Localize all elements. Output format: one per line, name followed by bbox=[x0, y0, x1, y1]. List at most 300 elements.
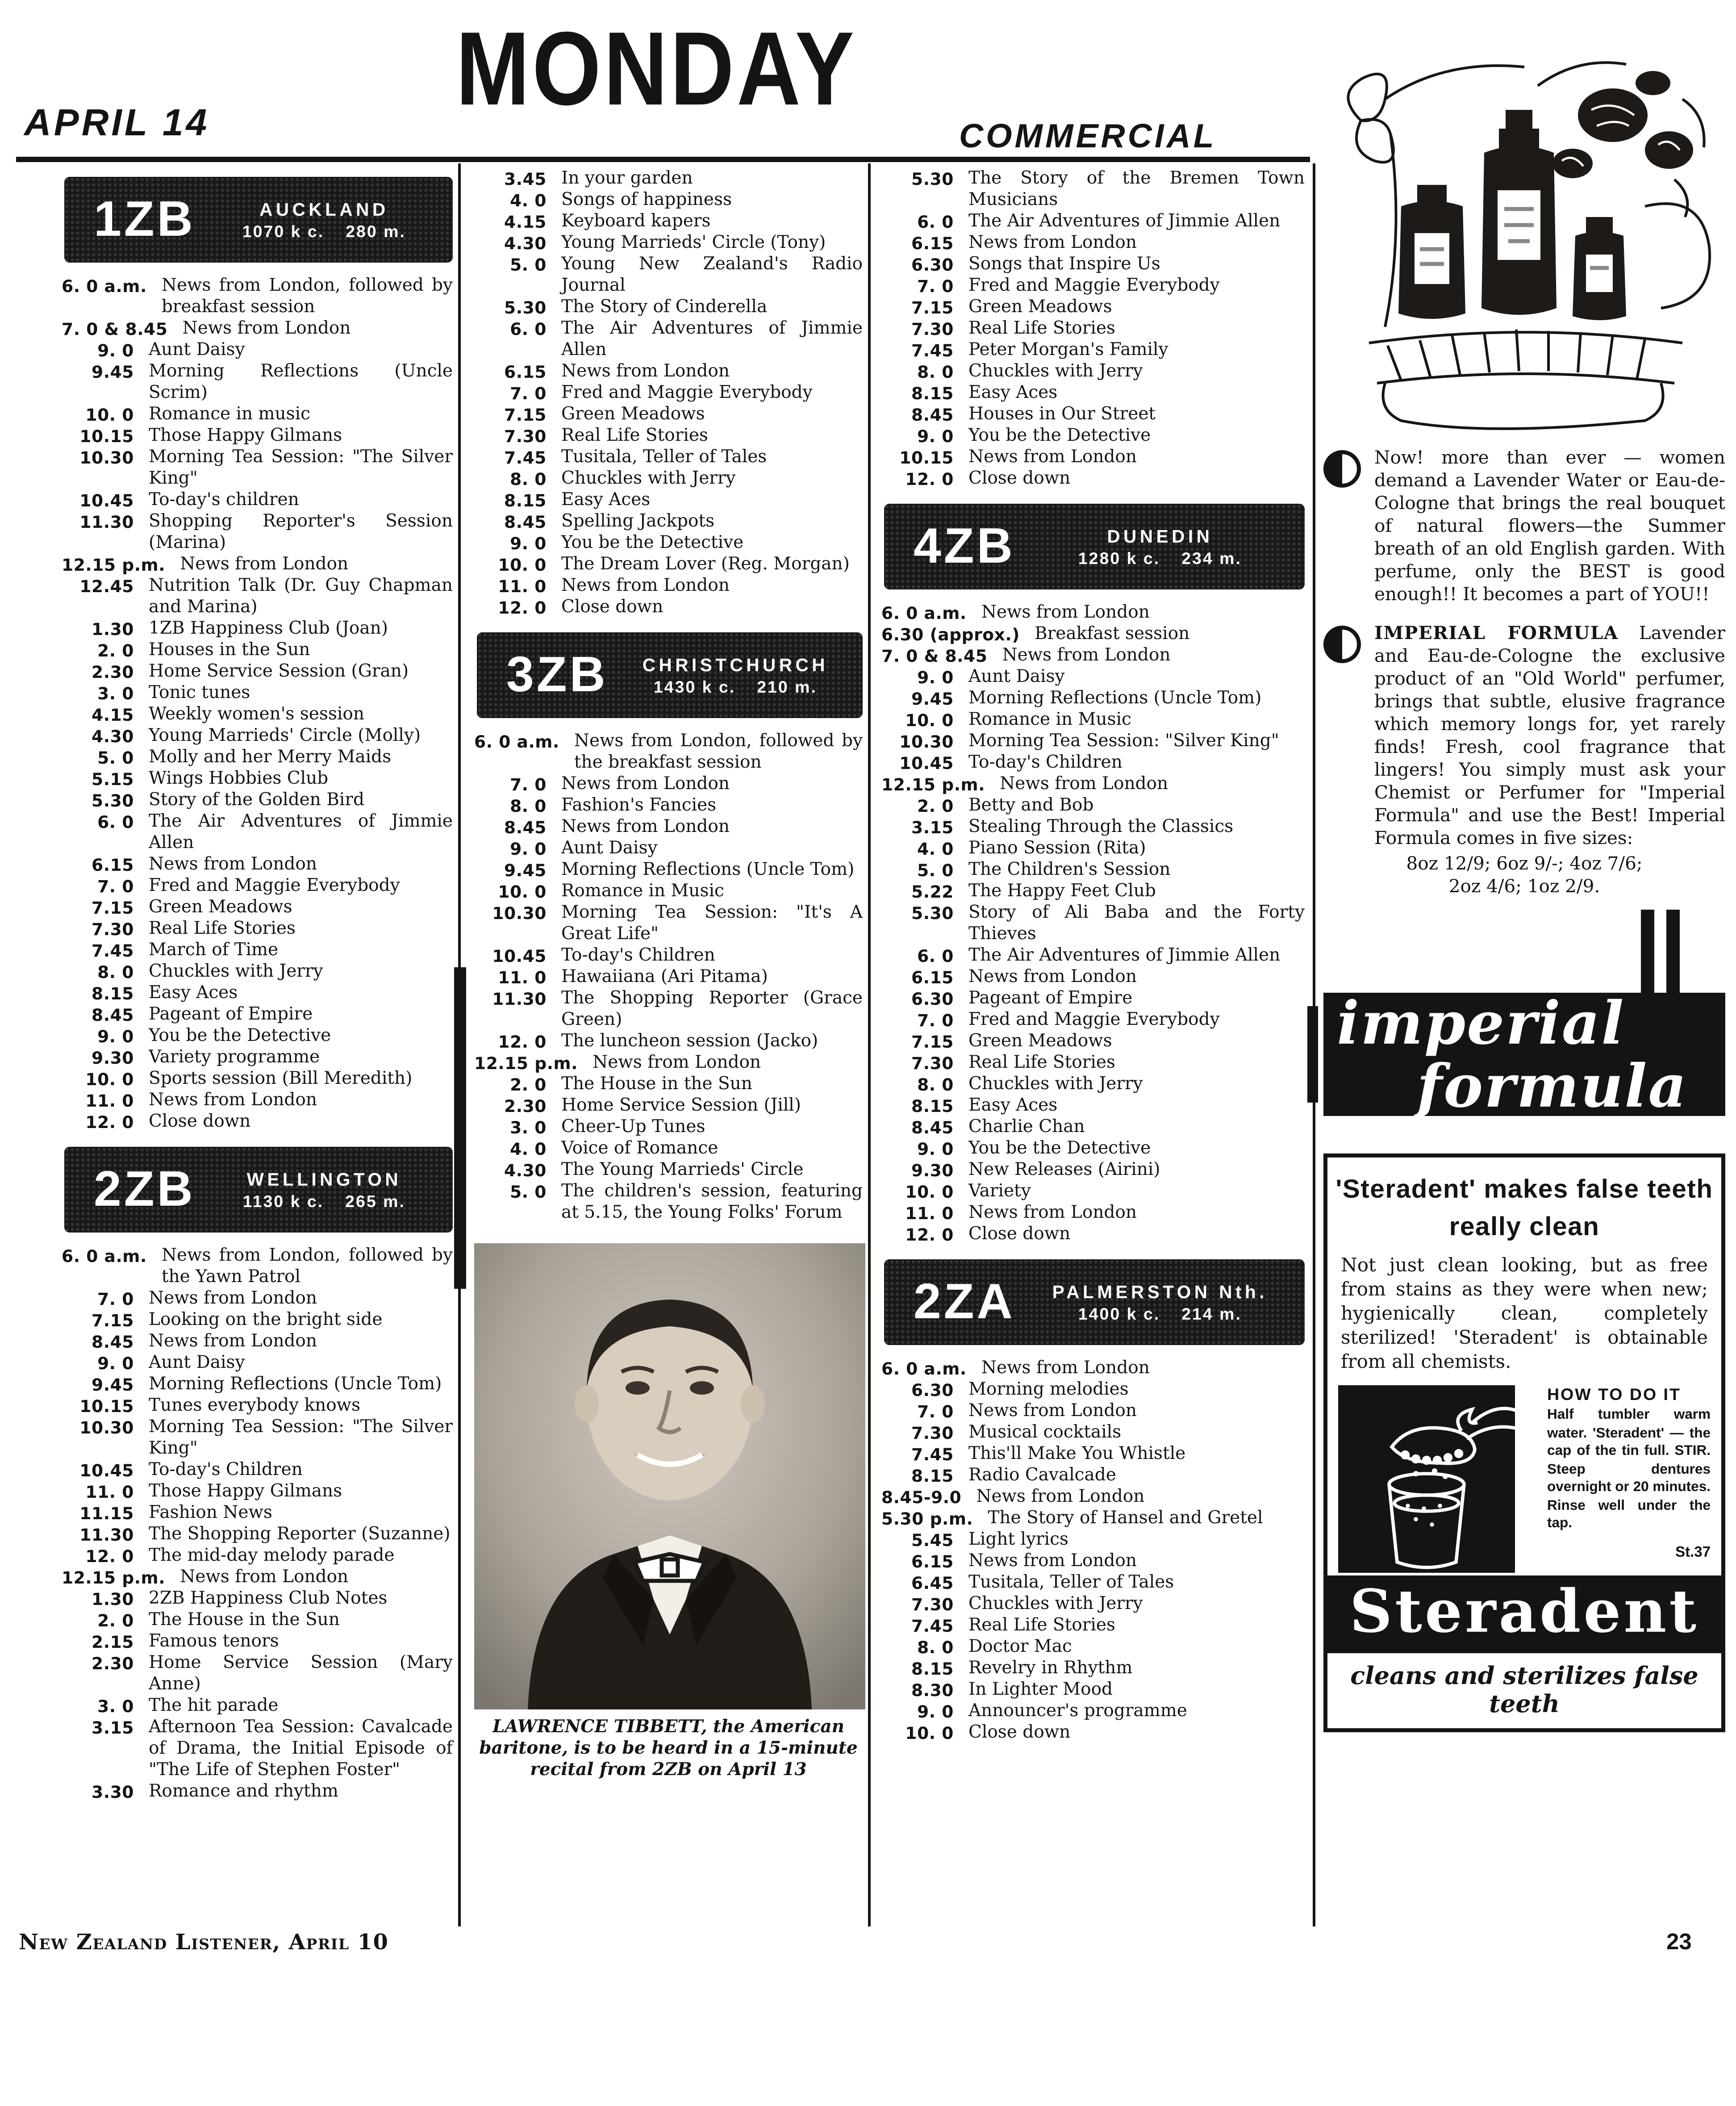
programme-time: 10.30 bbox=[899, 731, 954, 752]
programme-row bbox=[881, 860, 1305, 882]
page-number: 23 bbox=[1666, 1929, 1692, 1955]
programme-time: 8.15 bbox=[911, 383, 954, 403]
programme-title: Radio Cavalcade bbox=[968, 1466, 1116, 1486]
programme-row bbox=[62, 812, 453, 855]
programme-row bbox=[62, 319, 453, 340]
programme-time: 9. 0 bbox=[917, 1701, 954, 1722]
programme-row bbox=[474, 1074, 863, 1096]
programme-time: 8.15 bbox=[911, 1096, 954, 1116]
station-kilocycles: 1070 k c. bbox=[242, 221, 325, 241]
column-3 bbox=[881, 169, 1305, 1758]
programme-row bbox=[474, 576, 863, 598]
programme-row bbox=[62, 576, 453, 619]
programme-time: 8.45 bbox=[92, 1332, 134, 1352]
programme-row bbox=[62, 1632, 453, 1653]
programme-title: Morning Reflections (Uncle Tom) bbox=[149, 1375, 442, 1395]
programme-row bbox=[881, 1139, 1305, 1160]
footer-publication: New Zealand Listener, April 10 bbox=[19, 1929, 389, 1955]
programme-title: Green Meadows bbox=[149, 898, 292, 918]
programme-row bbox=[62, 1717, 453, 1782]
programme-time: 10.15 bbox=[79, 1396, 134, 1416]
programme-title: Morning Tea Session: "The Silver King" bbox=[149, 1417, 453, 1459]
programme-title: News from London bbox=[968, 233, 1137, 253]
programme-row bbox=[881, 1032, 1305, 1053]
station-meta bbox=[1015, 1282, 1305, 1323]
imperial-ad-sizes bbox=[1323, 853, 1725, 899]
howto-body: Half tumbler warm water. 'Steradent' — the cap of the tin full. STIR. Steep dentures overnight or 20 minutes. Rinse well under the tap. bbox=[1547, 1407, 1711, 1531]
programme-time: 2.15 bbox=[92, 1632, 134, 1652]
programme-title: Hawaiiana (Ari Pitama) bbox=[561, 967, 768, 987]
programme-row bbox=[881, 1182, 1305, 1203]
programme-title: You be the Detective bbox=[561, 533, 744, 553]
programme-row bbox=[62, 683, 453, 705]
programme-row bbox=[62, 512, 453, 555]
programme-title: Close down bbox=[968, 1723, 1071, 1743]
programme-row bbox=[62, 1696, 453, 1717]
programme-title: Romance and rhythm bbox=[149, 1782, 338, 1802]
programme-time: 5.15 bbox=[92, 769, 134, 789]
programme-time: 8.45 bbox=[504, 512, 547, 532]
programme-row bbox=[474, 190, 863, 212]
programme-title: Those Happy Gilmans bbox=[149, 426, 342, 446]
programme-time: 7.45 bbox=[92, 940, 134, 961]
half-moon-bullet-icon bbox=[1323, 450, 1361, 488]
programme-title: News from London bbox=[968, 447, 1137, 468]
programme-time: 8. 0 bbox=[917, 1074, 954, 1095]
programme-row bbox=[881, 426, 1305, 447]
steradent-logo: Steradent bbox=[1327, 1575, 1721, 1651]
programme-time: 4.15 bbox=[504, 212, 547, 232]
programme-title: News from London bbox=[976, 1487, 1145, 1507]
programme-row bbox=[881, 319, 1305, 340]
programme-title: You be the Detective bbox=[968, 1139, 1151, 1159]
programme-title: Real Life Stories bbox=[149, 919, 296, 939]
programme-row bbox=[881, 1530, 1305, 1551]
programme-row bbox=[881, 967, 1305, 989]
programme-time: 6.15 bbox=[911, 967, 954, 987]
programme-title: News from London bbox=[149, 855, 317, 875]
programme-time: 6. 0 a.m. bbox=[881, 1358, 967, 1379]
programme-row bbox=[62, 705, 453, 726]
programme-row bbox=[474, 533, 863, 555]
imperial-ad-lead: IMPERIAL FORMULA bbox=[1374, 623, 1619, 644]
programme-title: Fred and Maggie Everybody bbox=[968, 276, 1220, 296]
programme-row bbox=[881, 731, 1305, 753]
programme-title: The children's session, featuring at 5.15, the Young Folks' Forum bbox=[561, 1182, 863, 1223]
programme-time: 6.15 bbox=[911, 233, 954, 253]
programme-row bbox=[62, 1460, 453, 1482]
programme-time: 9.45 bbox=[92, 1375, 134, 1395]
programme-time: 8. 0 bbox=[917, 362, 954, 382]
station-city: DUNEDIN bbox=[1107, 526, 1213, 546]
programme-time: 3.30 bbox=[92, 1782, 134, 1802]
programme-time: 8.30 bbox=[911, 1680, 954, 1700]
programme-time: 2. 0 bbox=[97, 640, 134, 660]
programme-title: To-day's Children bbox=[149, 1460, 303, 1480]
programme-row bbox=[881, 383, 1305, 405]
programme-time: 6.30 bbox=[911, 255, 954, 275]
station-kilocycles: 1280 k c. bbox=[1078, 548, 1160, 568]
programme-time: 12.15 p.m. bbox=[62, 555, 166, 575]
station-metres: 280 m. bbox=[346, 221, 406, 241]
programme-time: 4. 0 bbox=[917, 839, 954, 859]
programme-row bbox=[881, 1203, 1305, 1224]
programme-time: 2. 0 bbox=[97, 1610, 134, 1630]
programme-title: Songs of happiness bbox=[561, 190, 732, 210]
programme-time: 10.30 bbox=[79, 1417, 134, 1437]
programme-title: Easy Aces bbox=[968, 1096, 1058, 1116]
programme-time: 8.15 bbox=[504, 490, 547, 510]
programme-row bbox=[881, 689, 1305, 710]
programme-row bbox=[474, 839, 863, 860]
programme-title: Young Marrieds' Circle (Molly) bbox=[149, 726, 421, 746]
programme-time: 10. 0 bbox=[905, 1182, 954, 1202]
programme-row bbox=[62, 1005, 453, 1026]
programme-time: 9.45 bbox=[92, 362, 134, 382]
programme-time: 1.30 bbox=[92, 1589, 134, 1609]
programme-title: News from London, followed by the Yawn Patrol bbox=[161, 1246, 453, 1287]
programme-row bbox=[62, 1026, 453, 1048]
column-2 bbox=[474, 169, 863, 1782]
station-code: 1ZB bbox=[94, 192, 196, 247]
station-frequency bbox=[242, 222, 406, 241]
programme-row bbox=[474, 169, 863, 190]
programme-title: The Story of the Bremen Town Musicians bbox=[968, 169, 1305, 210]
programme-time: 9. 0 bbox=[97, 1353, 134, 1373]
programme-time: 6.15 bbox=[504, 362, 547, 382]
programme-row bbox=[881, 603, 1305, 624]
programme-time: 7. 0 bbox=[917, 1010, 954, 1030]
programme-time: 3. 0 bbox=[97, 683, 134, 703]
programme-time: 12.15 p.m. bbox=[881, 774, 985, 794]
programme-time: 4.15 bbox=[92, 705, 134, 725]
programme-title: Stealing Through the Classics bbox=[968, 817, 1234, 837]
programme-row bbox=[474, 989, 863, 1032]
programme-row bbox=[62, 426, 453, 447]
programme-time: 4. 0 bbox=[510, 1139, 547, 1159]
programme-title: Tunes everybody knows bbox=[149, 1396, 361, 1416]
programme-row bbox=[62, 855, 453, 876]
programme-row bbox=[62, 1310, 453, 1332]
programme-row bbox=[62, 1589, 453, 1610]
programme-time: 7.45 bbox=[911, 1616, 954, 1636]
station-city: CHRISTCHURCH bbox=[642, 654, 828, 675]
programme-title: Morning Tea Session: "The Silver King" bbox=[149, 447, 453, 489]
programme-time: 8.45-9.0 bbox=[881, 1487, 962, 1507]
programme-time: 3. 0 bbox=[97, 1696, 134, 1716]
programme-title: The House in the Sun bbox=[561, 1074, 752, 1095]
programme-time: 5.45 bbox=[911, 1530, 954, 1550]
programme-row bbox=[62, 1782, 453, 1803]
programme-title: Morning Tea Session: "Silver King" bbox=[968, 731, 1279, 752]
programme-time: 10. 0 bbox=[85, 1069, 134, 1089]
programme-row bbox=[62, 490, 453, 512]
programme-title: Variety bbox=[968, 1182, 1031, 1202]
programme-title: Tonic tunes bbox=[149, 683, 250, 703]
programme-title: Variety programme bbox=[149, 1048, 320, 1068]
logo-word-formula: formula bbox=[1417, 1053, 1688, 1121]
programme-time: 6. 0 bbox=[917, 212, 954, 232]
programme-list-2zb-part2 bbox=[474, 169, 863, 619]
programme-row bbox=[62, 1091, 453, 1112]
programme-title: To-day's Children bbox=[968, 753, 1123, 773]
programme-time: 3.45 bbox=[504, 169, 547, 189]
programme-row bbox=[62, 619, 453, 640]
programme-title: Songs that Inspire Us bbox=[968, 255, 1160, 275]
programme-row bbox=[474, 383, 863, 405]
programme-row bbox=[881, 1444, 1305, 1466]
programme-row bbox=[881, 753, 1305, 774]
programme-time: 2. 0 bbox=[510, 1074, 547, 1095]
programme-time: 4. 0 bbox=[510, 190, 547, 210]
programme-list-2zb-part1 bbox=[62, 1246, 453, 1803]
programme-row bbox=[881, 1117, 1305, 1139]
programme-title: To-day's Children bbox=[561, 946, 715, 966]
programme-row bbox=[881, 1224, 1305, 1246]
programme-row bbox=[474, 796, 863, 817]
station-kilocycles: 1400 k c. bbox=[1078, 1304, 1160, 1323]
programme-time: 10. 0 bbox=[498, 555, 547, 575]
imperial-formula-logo-block bbox=[1323, 944, 1725, 1121]
programme-time: 7.45 bbox=[911, 340, 954, 360]
programme-title: To-day's children bbox=[149, 490, 299, 510]
programme-row bbox=[474, 1160, 863, 1182]
programme-title: Pageant of Empire bbox=[968, 989, 1133, 1009]
programme-row bbox=[62, 1417, 453, 1460]
programme-title: Romance in music bbox=[149, 405, 310, 425]
programme-title: News from London bbox=[561, 576, 730, 596]
programme-time: 2.30 bbox=[504, 1096, 547, 1116]
programme-row bbox=[474, 774, 863, 796]
programme-title: Peter Morgan's Family bbox=[968, 340, 1168, 360]
programme-title: Aunt Daisy bbox=[149, 1353, 245, 1373]
imperial-ad-text-1: Now! more than ever — women demand a Lavender Water or Eau-de-Cologne that brings the real bouquet of natural flowers—the Summer breath of an old English garden. With perfume, only the BEST is good enough!! It becomes a part of YOU!! bbox=[1374, 447, 1725, 606]
station-frequency bbox=[243, 1192, 405, 1211]
programme-title: Musical cocktails bbox=[968, 1423, 1122, 1443]
programme-time: 11.30 bbox=[79, 512, 134, 532]
programme-row bbox=[474, 212, 863, 233]
photo-block bbox=[474, 1243, 863, 1782]
programme-title: Announcer's programme bbox=[968, 1701, 1187, 1722]
programme-row bbox=[881, 1380, 1305, 1401]
programme-title: Afternoon Tea Session: Cavalcade of Drama, the Initial Episode of "The Life of Stephen Foster" bbox=[149, 1717, 453, 1780]
programme-title: Real Life Stories bbox=[968, 1616, 1115, 1636]
programme-time: 6.15 bbox=[92, 855, 134, 875]
programme-title: News from London bbox=[561, 817, 730, 837]
programme-row bbox=[62, 1525, 453, 1546]
steradent-headline: 'Steradent' makes false teeth really clean bbox=[1335, 1175, 1713, 1242]
programme-row bbox=[881, 796, 1305, 817]
programme-title: Easy Aces bbox=[968, 383, 1058, 403]
programme-row bbox=[62, 1546, 453, 1567]
programme-title: The luncheon session (Jacko) bbox=[561, 1032, 818, 1052]
programme-time: 9. 0 bbox=[97, 340, 134, 360]
programme-time: 4.30 bbox=[504, 1160, 547, 1180]
programme-title: The Young Marrieds' Circle bbox=[561, 1160, 804, 1180]
programme-time: 7.15 bbox=[92, 898, 134, 918]
programme-title: Romance in Music bbox=[561, 882, 724, 902]
programme-title: Fred and Maggie Everybody bbox=[968, 1010, 1220, 1030]
programme-time: 2.30 bbox=[92, 662, 134, 682]
programme-row bbox=[881, 1466, 1305, 1487]
programme-time: 11. 0 bbox=[498, 967, 547, 987]
programme-title: Morning Reflections (Uncle Scrim) bbox=[149, 362, 453, 403]
programme-time: 10.45 bbox=[492, 946, 547, 966]
programme-time: 12. 0 bbox=[905, 1224, 954, 1245]
programme-title: News from London bbox=[981, 603, 1150, 623]
station-banner-4zb bbox=[884, 504, 1305, 589]
programme-title: The House in the Sun bbox=[149, 1610, 340, 1630]
programme-time: 6. 0 a.m. bbox=[62, 276, 147, 296]
programme-title: Aunt Daisy bbox=[561, 839, 658, 859]
station-city: PALMERSTON Nth. bbox=[1052, 1281, 1268, 1302]
programme-row bbox=[62, 1653, 453, 1696]
programme-time: 5. 0 bbox=[917, 860, 954, 880]
programme-title: Chuckles with Jerry bbox=[968, 362, 1143, 382]
programme-time: 7. 0 bbox=[97, 876, 134, 896]
programme-row bbox=[474, 490, 863, 512]
programme-row bbox=[881, 469, 1305, 490]
advert-column bbox=[1323, 46, 1725, 1732]
programme-time: 5.30 bbox=[92, 790, 134, 811]
programme-row bbox=[881, 1637, 1305, 1659]
programme-time: 9.45 bbox=[911, 689, 954, 709]
logo-bars-decoration bbox=[1641, 910, 1680, 993]
programme-row bbox=[474, 255, 863, 297]
programme-row bbox=[881, 646, 1305, 667]
programme-title: Chuckles with Jerry bbox=[149, 962, 323, 982]
programme-time: 8. 0 bbox=[917, 1637, 954, 1657]
programme-time: 7.15 bbox=[504, 405, 547, 425]
programme-time: 9. 0 bbox=[97, 1026, 134, 1046]
steradent-body: Not just clean looking, but as free from stains as they were when new; hygienically clean, completely sterilized! 'Steradent' is obtainable from all chemists. bbox=[1341, 1255, 1708, 1373]
programme-title: Spelling Jackpots bbox=[561, 512, 715, 532]
programme-title: Aunt Daisy bbox=[149, 340, 245, 360]
programme-time: 10. 0 bbox=[498, 882, 547, 902]
programme-title: Cheer-Up Tunes bbox=[561, 1117, 705, 1137]
imperial-ad-paragraph-2 bbox=[1323, 623, 1725, 851]
programme-time: 10.45 bbox=[899, 753, 954, 773]
programme-row bbox=[474, 1182, 863, 1224]
programme-title: March of Time bbox=[149, 940, 279, 961]
programme-row bbox=[62, 790, 453, 812]
programme-time: 8. 0 bbox=[510, 469, 547, 489]
station-banner-2zb bbox=[64, 1147, 453, 1233]
programme-row bbox=[474, 233, 863, 255]
programme-time: 12. 0 bbox=[85, 1112, 134, 1132]
programme-time: 10.30 bbox=[492, 903, 547, 923]
programme-row bbox=[881, 1487, 1305, 1508]
programme-title: Young Marrieds' Circle (Tony) bbox=[561, 233, 826, 253]
programme-time: 7.15 bbox=[911, 297, 954, 318]
programme-time: 10. 0 bbox=[905, 710, 954, 730]
programme-time: 2. 0 bbox=[917, 796, 954, 816]
programme-title: Those Happy Gilmans bbox=[149, 1482, 342, 1502]
programme-row bbox=[881, 1573, 1305, 1594]
programme-time: 5. 0 bbox=[510, 1182, 547, 1202]
programme-row bbox=[881, 1074, 1305, 1096]
programme-time: 8. 0 bbox=[510, 796, 547, 816]
programme-row bbox=[881, 1680, 1305, 1701]
column-separator-2 bbox=[868, 163, 871, 1926]
programme-time: 4.30 bbox=[504, 233, 547, 253]
programme-title: The mid-day melody parade bbox=[149, 1546, 395, 1566]
programme-title: You be the Detective bbox=[968, 426, 1151, 446]
programme-title: News from London bbox=[149, 1091, 317, 1111]
programme-time: 11.15 bbox=[79, 1503, 134, 1523]
programme-row bbox=[62, 940, 453, 962]
programme-title: Aunt Daisy bbox=[968, 667, 1065, 687]
programme-time: 2.30 bbox=[92, 1653, 134, 1673]
programme-row bbox=[62, 447, 453, 490]
perfume-bottles-illustration bbox=[1323, 46, 1725, 431]
programme-row bbox=[474, 598, 863, 619]
programme-row bbox=[881, 989, 1305, 1010]
programme-title: 2ZB Happiness Club Notes bbox=[149, 1589, 388, 1609]
programme-title: Close down bbox=[968, 469, 1071, 489]
howto-ref: St.37 bbox=[1675, 1544, 1711, 1560]
programme-time: 5.30 bbox=[504, 297, 547, 318]
programme-row bbox=[62, 1112, 453, 1133]
programme-row bbox=[62, 876, 453, 898]
programme-time: 10.45 bbox=[79, 1460, 134, 1480]
station-frequency bbox=[1078, 549, 1242, 568]
steradent-middle bbox=[1338, 1385, 1711, 1589]
station-meta bbox=[196, 1169, 453, 1211]
programme-time: 7. 0 & 8.45 bbox=[62, 319, 168, 339]
programme-time: 8.15 bbox=[911, 1466, 954, 1486]
programme-time: 11. 0 bbox=[905, 1203, 954, 1223]
programme-title: Keyboard kapers bbox=[561, 212, 711, 232]
steradent-howto bbox=[1547, 1385, 1711, 1589]
programme-time: 11.30 bbox=[79, 1525, 134, 1545]
station-code: 2ZA bbox=[914, 1274, 1015, 1329]
programme-row bbox=[474, 447, 863, 469]
programme-time: 10.30 bbox=[79, 447, 134, 468]
programme-title: Breakfast session bbox=[1034, 624, 1190, 644]
programme-row bbox=[474, 426, 863, 447]
programme-time: 1.30 bbox=[92, 619, 134, 639]
programme-time: 12.45 bbox=[79, 576, 134, 596]
programme-time: 7.30 bbox=[911, 1423, 954, 1443]
programme-title: Home Service Session (Jill) bbox=[561, 1096, 801, 1116]
programme-list-2za bbox=[881, 1358, 1305, 1744]
programme-time: 5.30 p.m. bbox=[881, 1508, 973, 1529]
programme-title: News from London, followed by the breakfast session bbox=[574, 731, 863, 773]
programme-row bbox=[62, 1289, 453, 1310]
programme-time: 6.30 bbox=[911, 989, 954, 1009]
programme-list-1zb bbox=[62, 276, 453, 1133]
programme-time: 5.30 bbox=[911, 169, 954, 189]
programme-row bbox=[62, 276, 453, 319]
programme-title: Voice of Romance bbox=[561, 1139, 718, 1159]
programme-title: Easy Aces bbox=[149, 983, 238, 1003]
programme-title: Fred and Maggie Everybody bbox=[561, 383, 813, 403]
programme-title: News from London bbox=[180, 1567, 349, 1588]
programme-time: 8.45 bbox=[911, 405, 954, 425]
programme-row bbox=[474, 405, 863, 426]
programme-row bbox=[881, 1594, 1305, 1616]
programme-time: 5. 0 bbox=[97, 748, 134, 768]
programme-title: Green Meadows bbox=[561, 405, 705, 425]
programme-title: Close down bbox=[561, 598, 664, 618]
programme-time: 7. 0 bbox=[917, 276, 954, 296]
programme-time: 5.30 bbox=[911, 903, 954, 923]
programme-time: 8.15 bbox=[92, 983, 134, 1003]
programme-title: News from London bbox=[968, 1203, 1137, 1223]
programme-title: New Releases (Airini) bbox=[968, 1160, 1160, 1180]
programme-title: News from London bbox=[1002, 646, 1171, 666]
